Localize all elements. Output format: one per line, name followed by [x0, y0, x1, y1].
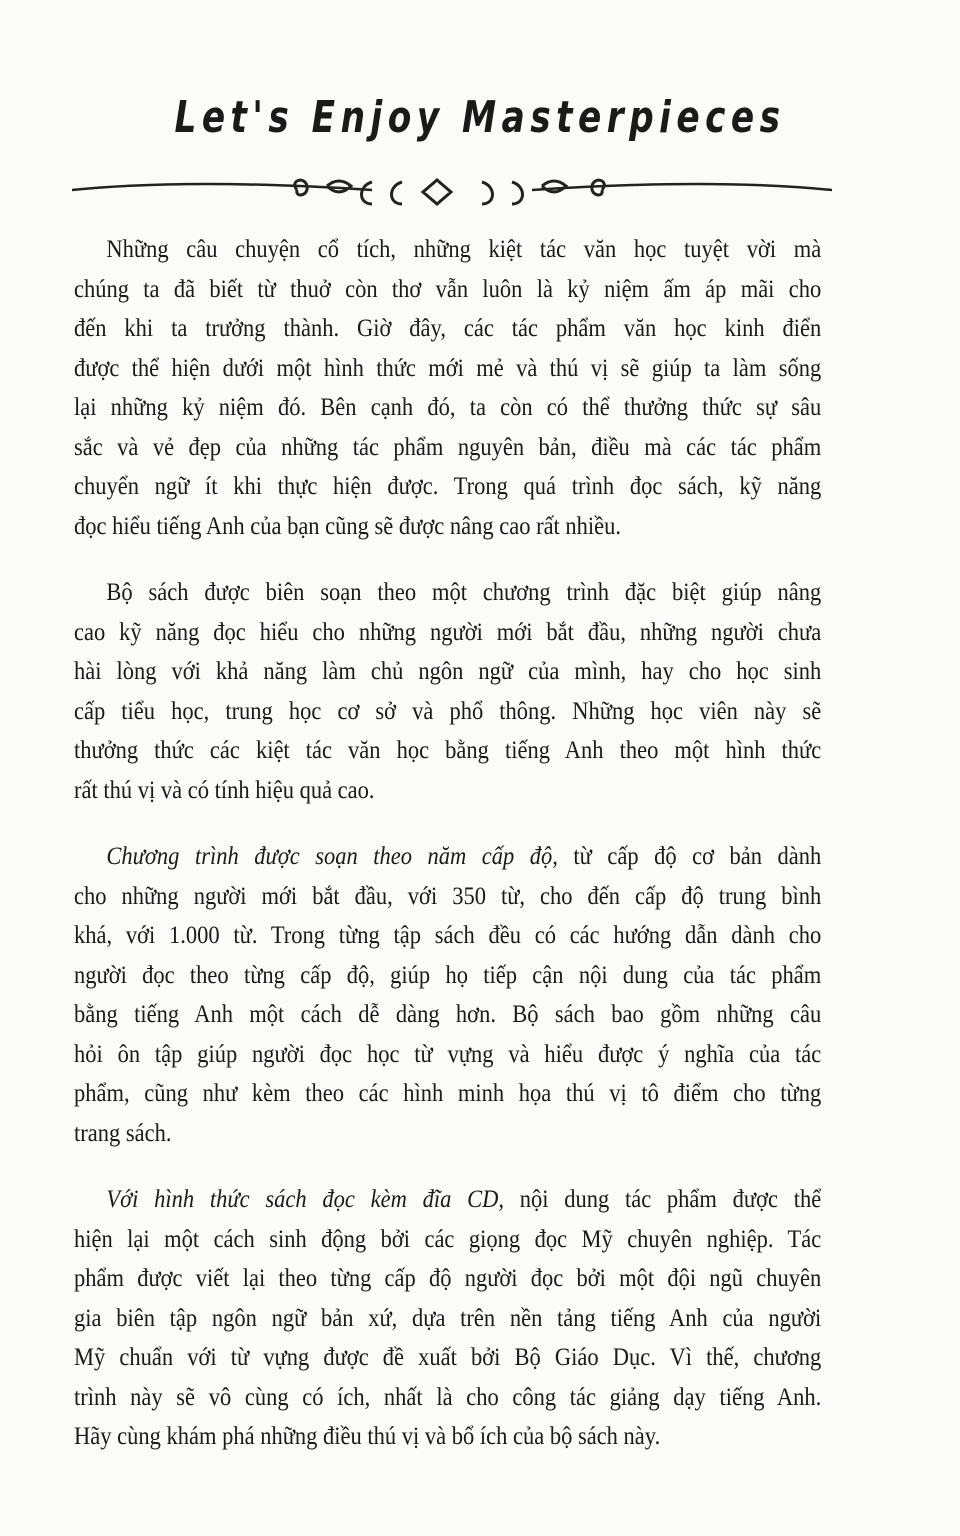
- line-text: thưởng thức các kiệt tác văn học bằng tiếng Anh theo một hình thức: [74, 737, 822, 764]
- line-text: Bộ sách được biên soạn theo một chương trình đặc biệt giúp nâng: [106, 579, 822, 606]
- text-line: [74, 1417, 821, 1457]
- line-text: trình này sẽ vô cùng có ích, nhất là cho công tác giảng dạy tiếng Anh.: [74, 1383, 822, 1411]
- paragraph: [74, 1180, 822, 1457]
- text-line: [74, 692, 821, 732]
- line-text: rất thú vị và có tính hiệu quả cao.: [74, 776, 375, 804]
- paragraph: [74, 837, 822, 1153]
- text-line: [74, 1180, 821, 1220]
- text-line: [74, 1035, 821, 1075]
- line-text: được thể hiện dưới một hình thức mới mẻ và thú vị sẽ giúp ta làm sống: [74, 354, 822, 382]
- page-title: Let's Enjoy Masterpieces: [174, 92, 786, 143]
- text-line: [74, 1074, 821, 1114]
- text-line: [74, 1259, 821, 1299]
- text-line: [74, 507, 821, 547]
- text-line: [74, 388, 821, 428]
- line-text: hài lòng với khả năng làm chủ ngôn ngữ của mình, hay cho học sinh: [74, 658, 822, 685]
- line-text: nội dung tác phẩm được thể: [503, 1186, 822, 1213]
- text-line: [74, 652, 821, 692]
- text-line: [74, 877, 821, 917]
- text-line: [74, 731, 821, 771]
- line-text: Hãy cùng khám phá những điều thú vị và bổ ích của bộ sách này.: [74, 1423, 661, 1450]
- text-line: [74, 230, 821, 270]
- italic-lead: Với hình thức sách đọc kèm đĩa CD,: [106, 1186, 504, 1213]
- text-line: [74, 837, 821, 877]
- line-text: chuyển ngữ ít khi thực hiện được. Trong quá trình đọc sách, kỹ năng: [74, 473, 822, 500]
- text-line: [74, 771, 821, 811]
- document-body: [74, 230, 822, 1484]
- line-text: hiện lại một cách sinh động bởi các giọng đọc Mỹ chuyên nghiệp. Tác: [74, 1225, 822, 1253]
- text-line: [74, 1220, 821, 1260]
- line-text: Những câu chuyện cổ tích, những kiệt tác văn học tuyệt vời mà: [106, 236, 822, 263]
- text-line: [74, 573, 821, 613]
- decorative-flourish-divider: [72, 168, 832, 218]
- line-text: khá, với 1.000 từ. Trong từng tập sách đều có các hướng dẫn dành cho: [74, 922, 822, 949]
- paragraph: [74, 573, 822, 810]
- line-text: gia biên tập ngôn ngữ bản xứ, dựa trên nền tảng tiếng Anh của người: [74, 1304, 822, 1332]
- line-text: cho những người mới bắt đầu, với 350 từ, cho đến cấp độ trung bình: [74, 882, 822, 910]
- line-text: cấp tiểu học, trung học cơ sở và phổ thông. Những học viên này sẽ: [74, 697, 822, 725]
- line-text: hỏi ôn tập giúp người đọc học từ vựng và hiểu được ý nghĩa của tác: [74, 1040, 822, 1068]
- text-line: [74, 270, 821, 310]
- text-line: [74, 1378, 821, 1418]
- line-text: đọc hiểu tiếng Anh của bạn cũng sẽ được nâng cao rất nhiều.: [74, 512, 622, 540]
- line-text: phẩm, cũng như kèm theo các hình minh họa thú vị tô điểm cho từng: [74, 1080, 822, 1107]
- text-line: [74, 1299, 821, 1339]
- text-line: [74, 467, 821, 507]
- text-line: [74, 1338, 821, 1378]
- text-line: [74, 1114, 821, 1154]
- text-line: [74, 349, 821, 389]
- text-line: [74, 428, 821, 468]
- line-text: phẩm được viết lại theo từng cấp độ người đọc bởi một đội ngũ chuyên: [74, 1265, 822, 1292]
- text-line: [74, 995, 821, 1035]
- italic-lead: Chương trình được soạn theo năm cấp độ,: [106, 843, 558, 870]
- paragraph: [74, 230, 822, 546]
- line-text: sắc và vẻ đẹp của những tác phẩm nguyên bản, điều mà các tác phẩm: [74, 433, 822, 461]
- line-text: bằng tiếng Anh một cách dễ dàng hơn. Bộ sách bao gồm những câu: [74, 1001, 822, 1028]
- line-text: trang sách.: [74, 1119, 172, 1147]
- text-line: [74, 309, 821, 349]
- line-text: chúng ta đã biết từ thuở còn thơ vẫn luôn là kỷ niệm ấm áp mãi cho: [74, 275, 822, 303]
- line-text: người đọc theo từng cấp độ, giúp họ tiếp cận nội dung của tác phẩm: [74, 961, 822, 989]
- line-text: cao kỹ năng đọc hiểu cho những người mới bắt đầu, những người chưa: [74, 618, 822, 646]
- line-text: đến khi ta trưởng thành. Giờ đây, các tác phẩm văn học kinh điển: [74, 315, 822, 342]
- text-line: [74, 956, 821, 996]
- line-text: lại những kỷ niệm đó. Bên cạnh đó, ta còn có thể thưởng thức sự sâu: [74, 394, 822, 421]
- text-line: [74, 916, 821, 956]
- line-text: từ cấp độ cơ bản dành: [557, 843, 822, 870]
- text-line: [74, 613, 821, 653]
- line-text: Mỹ chuẩn với từ vựng được đề xuất bởi Bộ Giáo Dục. Vì thế, chương: [74, 1344, 822, 1371]
